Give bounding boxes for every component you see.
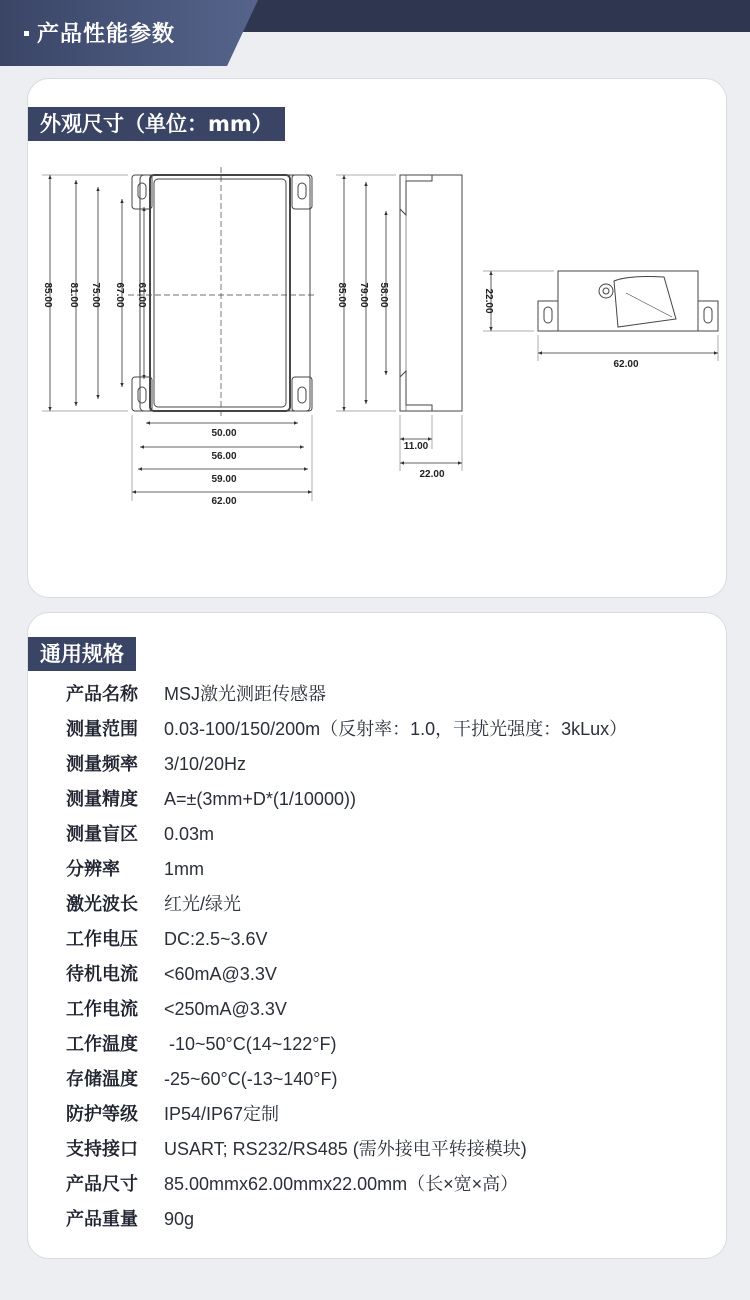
spec-row-range	[66, 712, 627, 747]
spec-value: IP54/IP67定制	[164, 1104, 280, 1124]
top-slot-left	[544, 307, 552, 323]
dim-front-h4: 61.00	[136, 282, 147, 308]
top-outline	[538, 271, 718, 331]
front-body	[150, 175, 290, 411]
spec-row-voltage	[66, 922, 627, 957]
spec-value: 1mm	[164, 859, 204, 879]
spec-key: 待机电流	[66, 964, 138, 985]
spec-key: 工作电压	[66, 929, 138, 950]
tab-tr	[292, 175, 312, 209]
top-banner	[0, 0, 750, 66]
dim-front-w0: 50.00	[211, 428, 237, 439]
spec-value: DC:2.5~3.6V	[164, 929, 268, 949]
spec-key: 测量范围	[66, 719, 138, 740]
spec-value: -25~60°C(-13~140°F)	[164, 1069, 338, 1089]
banner-title	[24, 18, 175, 52]
spec-key: 产品重量	[66, 1209, 138, 1230]
spec-row-storage-temp	[66, 1062, 627, 1097]
spec-value: 90g	[164, 1209, 195, 1229]
spec-row-weight	[66, 1202, 627, 1237]
front-view	[128, 167, 316, 419]
top-view	[538, 271, 718, 331]
side-bracket-top	[400, 175, 432, 215]
lens-window	[614, 277, 676, 328]
spec-key: 测量频率	[66, 754, 138, 775]
spec-row-resolution	[66, 852, 627, 887]
spec-value: USART; RS232/RS485 (需外接电平转接模块)	[164, 1139, 527, 1159]
front-inner	[154, 179, 286, 407]
top-slot-right	[704, 307, 712, 323]
spec-key: 防护等级	[66, 1104, 138, 1125]
specs-title: 通用规格	[28, 637, 136, 671]
spec-value: 0.03-100/150/200m（反射率：1.0，干扰光强度：3kLux）	[164, 719, 628, 739]
slot-bl	[138, 387, 146, 403]
spec-key: 测量精度	[66, 789, 138, 810]
spec-key: 产品尺寸	[66, 1174, 138, 1195]
banner-title-text: 产品性能参数	[37, 22, 176, 47]
spec-key: 工作温度	[66, 1034, 138, 1055]
spec-key: 支持接口	[66, 1139, 138, 1160]
dim-front-h1: 81.00	[68, 282, 79, 308]
spec-key: 分辨率	[66, 859, 120, 880]
spec-row-working-current	[66, 992, 627, 1027]
spec-value: 3/10/20Hz	[164, 754, 247, 774]
spec-row-working-temp	[66, 1027, 627, 1062]
laser-emitter	[599, 284, 613, 298]
side-bracket-bottom	[400, 371, 432, 411]
spec-row-name	[66, 677, 627, 712]
spec-key: 存储温度	[66, 1069, 138, 1090]
dim-side-h0: 85.00	[336, 282, 347, 308]
dim-front-h0: 85.00	[42, 282, 53, 308]
dim-front-w3: 62.00	[211, 496, 237, 507]
spec-value: -10~50°C(14~122°F)	[164, 1034, 337, 1054]
spec-value: A=±(3mm+D*(1/10000))	[164, 789, 356, 809]
dim-front-h3: 67.00	[114, 282, 125, 308]
spec-key: 工作电流	[66, 999, 138, 1020]
spec-row-accuracy	[66, 782, 627, 817]
spec-list	[66, 677, 627, 1237]
dim-top-w: 62.00	[613, 359, 639, 370]
dimensions-title: 外观尺寸（单位：mm）	[28, 107, 285, 141]
dim-side-h2: 58.00	[378, 282, 389, 308]
spec-value: MSJ激光测距传感器	[164, 684, 326, 704]
dim-side-w1: 22.00	[419, 469, 445, 480]
spec-row-standby-current	[66, 957, 627, 992]
spec-row-frequency	[66, 747, 627, 782]
dimension-drawing	[28, 79, 726, 597]
tab-br	[292, 377, 312, 411]
slot-tl	[138, 183, 146, 199]
dim-side-w0: 11.00	[403, 441, 429, 452]
slot-br	[298, 387, 306, 403]
dimensions-card	[27, 78, 727, 598]
spec-row-interface	[66, 1132, 627, 1167]
dim-side-h1: 79.00	[358, 282, 369, 308]
spec-value: 85.00mmx62.00mmx22.00mm（长×宽×高）	[164, 1174, 519, 1194]
side-body	[400, 175, 462, 411]
slot-tr	[298, 183, 306, 199]
specs-card	[27, 612, 727, 1259]
spec-key: 产品名称	[66, 684, 138, 705]
spec-key: 测量盲区	[66, 824, 138, 845]
spec-value: 红光/绿光	[164, 894, 242, 914]
front-outline	[140, 175, 310, 411]
dim-front-w1: 56.00	[211, 451, 237, 462]
spec-row-wavelength	[66, 887, 627, 922]
spec-key: 激光波长	[66, 894, 138, 915]
spec-row-protection	[66, 1097, 627, 1132]
dim-front-h2: 75.00	[90, 282, 101, 308]
spec-value: <250mA@3.3V	[164, 999, 287, 1019]
spec-row-blind-zone	[66, 817, 627, 852]
side-view	[400, 175, 462, 411]
dim-front-w2: 59.00	[211, 474, 237, 485]
bullet-icon	[24, 31, 29, 36]
spec-value: 0.03m	[164, 824, 215, 844]
spec-row-size	[66, 1167, 627, 1202]
spec-value: <60mA@3.3V	[164, 964, 277, 984]
dim-top-h: 22.00	[483, 288, 494, 314]
